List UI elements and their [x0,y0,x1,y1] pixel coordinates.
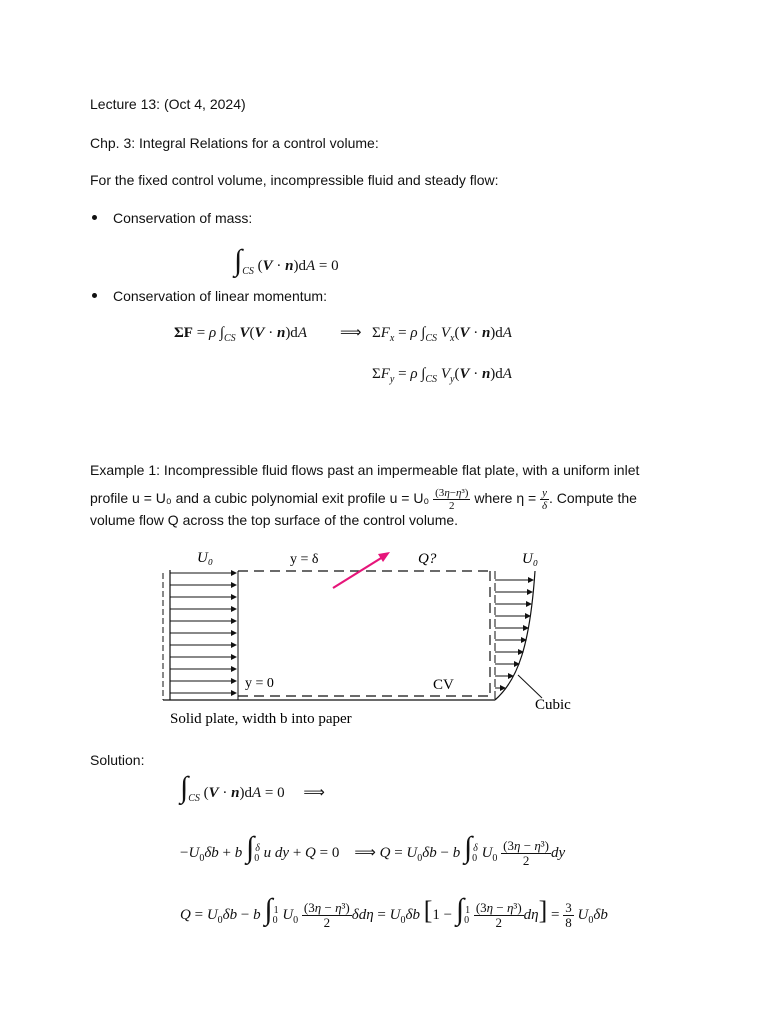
example-line-2a: profile u = U₀ and a cubic polynomial exit profile u = U₀ [90,490,430,507]
bullet-mass: Conservation of mass: [113,210,253,226]
inlet-velocity-arrows [170,573,236,693]
label-u0-inlet: U₀ [197,550,214,566]
example-line-2 [90,487,637,512]
label-cv: CV [433,677,454,693]
q-flow-arrowhead [378,552,390,562]
lecture-title: Lecture 13: (Oct 4, 2024) [90,96,246,112]
figure-caption: Solid plate, width b into paper [170,711,352,727]
momentum-y-equation: $\Sigma F_y = \rho$ $\int_{CS}$ $V_y(V \cdot n)dA$ [372,366,512,385]
solution-label: Solution: [90,752,145,768]
control-volume-figure [150,540,595,730]
solution-fraction-3: $\frac{\text{(3η − η³)}}{2}$ [475,900,522,931]
momentum-x-equation: $\Sigma F_x = \rho$ $\int_{CS}$ $V_x(V \cdot n)dA$ [372,325,512,344]
cubic-leader-line [518,675,542,698]
solution-fraction-2: $\frac{\text{(3η − η³)}}{2}$ [303,900,350,931]
bullet-dot [92,215,97,220]
eta-fraction: $\frac{y}{\delta}$ [541,487,548,512]
example-line-2b: where η = [474,490,537,507]
chapter-title: Chp. 3: Integral Relations for a control volume: [90,135,379,151]
example-line-2c: . Compute the [548,490,637,507]
solution-step-1: $-U_0\delta b + b$ $\int_0^\delta$ u dy + Q = 0 ⟹ $Q = U_0\delta b - b$ $\int_0^\delta$ $U_0$ $\frac{\text{(3η − η³)}}{2}$ dy [180,831,566,869]
cubic-exit-profile [495,571,535,700]
label-q: Q? [418,551,437,567]
momentum-equation: ΣF = ρ $\int_{CS}$ V(V · n)dA [174,325,307,344]
cubic-fraction: $\frac{\text{(3η−η³)}}{2}$ [435,487,469,512]
solution-fraction-1: $\frac{\text{(3η − η³)}}{2}$ [503,838,549,869]
label-cubic: Cubic [535,697,571,713]
example-line-1: Example 1: Incompressible fluid flows past an impermeable flat plate, with a uniform inlet [90,462,640,478]
label-y-zero: y = 0 [245,676,274,691]
mass-equation: $\int_{CS}$ (V · n)dA = 0 [234,244,339,277]
label-y-delta: y = δ [290,552,319,567]
implies-arrow: ⟹ [340,325,362,341]
solution-step-2: $Q = U_0\delta b - b$ $\int_0^1$ $U_0$ $\frac{\text{(3η − η³)}}{2}$ $\delta d\eta = U_0\delta b$ [$1 - \int_0^1$ $\frac{\text{(3η − η³)}}{2}$ dη] = $\frac{3}{8}$ $U_0\delta b$ [180,893,608,931]
bullet-dot [92,293,97,298]
label-u0-exit: U₀ [522,551,539,567]
bullet-momentum: Conservation of linear momentum: [113,288,327,304]
intro-text: For the fixed control volume, incompressible fluid and steady flow: [90,172,499,188]
solution-mass-equation: $\int_{CS}$ (V · n)dA = 0 ⟹ [180,771,325,804]
example-line-3: volume flow Q across the top surface of the control volume. [90,512,459,528]
solution-fraction-result: $\frac{3}{8}$ [565,900,572,931]
